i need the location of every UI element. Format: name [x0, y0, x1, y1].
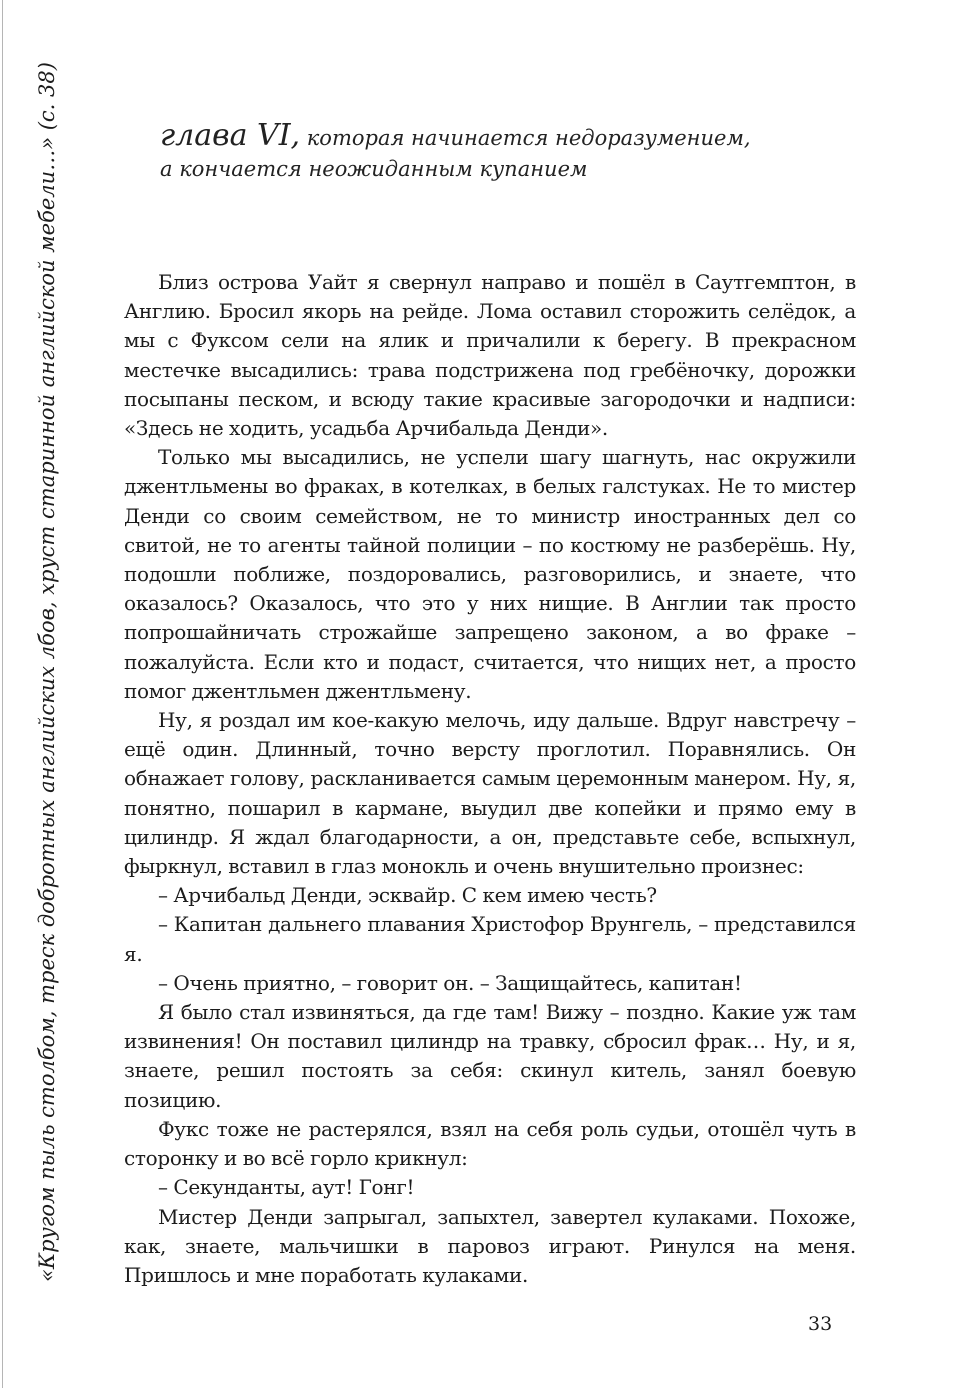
chapter-heading	[160, 116, 880, 183]
paragraph: – Арчибальд Денди, эсквайр. С кем имею честь?	[158, 883, 657, 908]
chapter-heading-line1	[160, 116, 880, 155]
paragraph: Ну, я роздал им кое-какую мелочь, иду дальше. Вдруг навстречу – ещё один. Длинный, точно версту проглотил. Поравнялись. Он обнажает голову, раскланивается самым церемонным манером. Ну, я, понятно, пошарил в кармане, выудил две копейки и прямо ему в цилиндр. Я ждал благодарности, а он, представьте себе, вспыхнул, фыркнул, вставил в глаз монокль и очень внушительно произнес:	[124, 708, 856, 879]
side-quote: «Кругом пыль столбом, треск добротных английских лбов, хруст старинной английской мебели…» (с. 38)	[35, 62, 59, 1282]
paragraph: – Секунданты, аут! Гонг!	[158, 1175, 415, 1200]
page-number: 33	[808, 1313, 833, 1335]
paragraph: Только мы высадились, не успели шагу шагнуть, нас окружили джентльмены во фраках, в котелках, в белых галстуках. Не то мистер Денди со своим семейством, не то министр иностранных дел со свитой, не то агенты тайной полиции – по костюму не разберёшь. Ну, подошли поближе, поздоровались, разговорились, и знаете, что оказалось? Оказалось, что это у них нищие. В Англии так просто попрошайничать строжайше запрещено законом, а во фраке – пожалуйста. Если кто и подаст, считается, что нищих нет, а просто помог джентльмен джентльмену.	[124, 445, 856, 703]
body-text	[124, 268, 856, 1290]
paragraph: Фукс тоже не растерялся, взял на себя роль судьи, отошёл чуть в сторонку и во всё горло крикнул:	[124, 1116, 856, 1171]
chapter-title-part2: а кончается неожиданным купанием	[160, 157, 588, 181]
paragraph: Я было стал извиняться, да где там! Вижу – поздно. Какие уж там извинения! Он поставил цилиндр на травку, сбросил фрак… Ну, и я, знаете, решил постоять за себя: скинул китель, занял боевую позицию.	[124, 1000, 856, 1112]
page-edge	[2, 0, 3, 1388]
paragraph: – Очень приятно, – говорит он. – Защищайтесь, капитан!	[158, 970, 742, 995]
paragraph: – Капитан дальнего плавания Христофор Врунгель, – представился я.	[124, 912, 856, 966]
paragraph: Близ острова Уайт я свернул направо и пошёл в Саутгемптон, в Англию. Бросил якорь на рейде. Лома оставил сторожить селёдок, а мы с Фуксом сели на ялик и причалили к берегу. В прекрасном местечке высадились: трава подстрижена под гребёночку, дорожки посыпаны песком, и всюду такие красивые загородочки и надписи: «Здесь не ходить, усадьба Арчибальда Денди».	[124, 270, 856, 441]
chapter-number: глава VI,	[160, 118, 301, 153]
paragraph: Мистер Денди запрыгал, запыхтел, завертел кулаками. Похоже, как, знаете, мальчишки в паровоз играют. Ринулся на меня. Пришлось и мне поработать кулаками.	[124, 1204, 856, 1287]
chapter-title-part1: которая начинается недоразумением,	[300, 126, 751, 150]
